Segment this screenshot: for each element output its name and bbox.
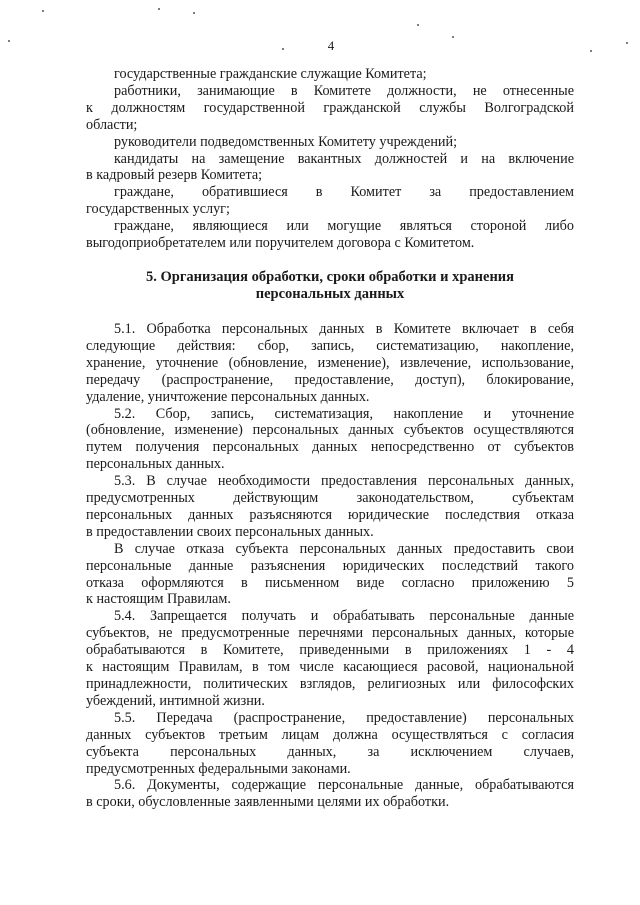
text-line: персональные данные разъяснения юридических последствий такого — [86, 557, 574, 574]
text-line: выгодоприобретателем или поручителем договора с Комитетом. — [86, 235, 475, 252]
text-line: отказа оформляются в письменном виде согласно приложению 5 — [86, 574, 574, 591]
text-line: убеждений, интимной жизни. — [86, 692, 265, 709]
scan-speck — [158, 8, 160, 10]
text-line: 5.5. Передача (распространение, предоставление) персональных — [114, 709, 574, 726]
section-heading — [86, 269, 574, 303]
paragraph — [86, 777, 574, 811]
paragraph — [86, 710, 574, 778]
text-line: в предоставлении своих персональных данных. — [86, 523, 374, 540]
section-body — [86, 321, 574, 811]
text-line: принадлежности, политических взглядов, религиозных или философских — [86, 676, 574, 692]
text-line: 5.2. Сбор, запись, систематизация, накопление и уточнение — [114, 405, 574, 422]
text-line: персональных данных. — [86, 456, 225, 473]
text-line: работники, занимающие в Комитете должности, не отнесенные — [114, 82, 574, 99]
heading-line: персональных данных — [255, 285, 405, 302]
paragraph — [86, 541, 574, 609]
text-line: граждане, обратившиеся в Комитет за предоставлением — [114, 184, 574, 201]
text-line: удаление, уничтожение персональных данных. — [86, 388, 370, 405]
text-line: хранение, уточнение (обновление, изменение), извлечение, использование, — [86, 354, 574, 371]
scan-speck — [193, 12, 195, 14]
paragraph — [86, 406, 574, 474]
scan-speck — [42, 10, 44, 12]
text-line: предусмотренных федеральными законами. — [86, 760, 351, 777]
text-line: граждане, являющиеся или могущие являться стороной либо — [114, 218, 574, 235]
text-line: 5.1. Обработка персональных данных в Комитете включает в себя — [114, 320, 574, 337]
list-item — [86, 66, 574, 83]
text-line: 5.4. Запрещается получать и обрабатывать персональные данные — [114, 608, 574, 625]
text-line: 5.3. В случае необходимости предоставления персональных данных, — [114, 473, 574, 490]
list-item — [86, 218, 574, 252]
list-item — [86, 83, 574, 134]
list-item — [86, 151, 574, 185]
document-body — [86, 66, 574, 811]
text-line: В случае отказа субъекта персональных данных предоставить свои — [114, 540, 574, 557]
text-line: 5.6. Документы, содержащие персональные данные, обрабатываются — [114, 777, 574, 794]
subject-list — [86, 66, 574, 252]
text-line: области; — [86, 116, 138, 133]
text-line: следующие действия: сбор, запись, систематизацию, накопление, — [86, 337, 574, 354]
text-line: передачу (распространение, предоставление, доступ), блокирование, — [86, 371, 574, 388]
scan-speck — [417, 24, 419, 26]
text-line: к должностям государственной гражданской службы Волгоградской — [86, 99, 574, 116]
text-line: кандидаты на замещение вакантных должностей и на включение — [114, 150, 574, 167]
text-line: субъекта персональных данных, за исключением случаев, — [86, 743, 574, 760]
text-line: к настоящим Правилам. — [86, 591, 231, 608]
text-line: персональных данных разъясняются юридические последствия отказа — [86, 506, 574, 523]
list-item — [86, 134, 574, 151]
text-line: обрабатываются в Комитете, приведенными в приложениях 1 - 4 — [86, 642, 574, 659]
text-line: субъектов, не предусмотренные перечнями персональных данных, которые — [86, 625, 574, 642]
paragraph — [86, 473, 574, 541]
text-line: государственные гражданские служащие Комитета; — [114, 66, 427, 82]
text-line: путем получения персональных данных непосредственно от субъектов — [86, 439, 574, 456]
text-line: предусмотренных действующим законодательством, субъектам — [86, 490, 574, 507]
page-number: 4 — [327, 38, 335, 53]
text-line: руководители подведомственных Комитету учреждений; — [114, 133, 458, 150]
list-item — [86, 184, 574, 218]
text-line: к настоящим Правилам, в том числе касающиеся расовой, национальной — [86, 659, 574, 676]
paragraph — [86, 608, 574, 709]
text-line: (обновление, изменение) персональных данных субъектов осуществляются — [86, 422, 574, 439]
heading-line: 5. Организация обработки, сроки обработки и хранения — [145, 268, 514, 285]
text-line: в сроки, обусловленные заявленными целями их обработки. — [86, 794, 450, 811]
text-line: данных субъектов третьим лицам должна осуществляться с согласия — [86, 726, 574, 743]
text-line: в кадровый резерв Комитета; — [86, 167, 263, 184]
paragraph — [86, 321, 574, 406]
text-line: государственных услуг; — [86, 201, 230, 218]
